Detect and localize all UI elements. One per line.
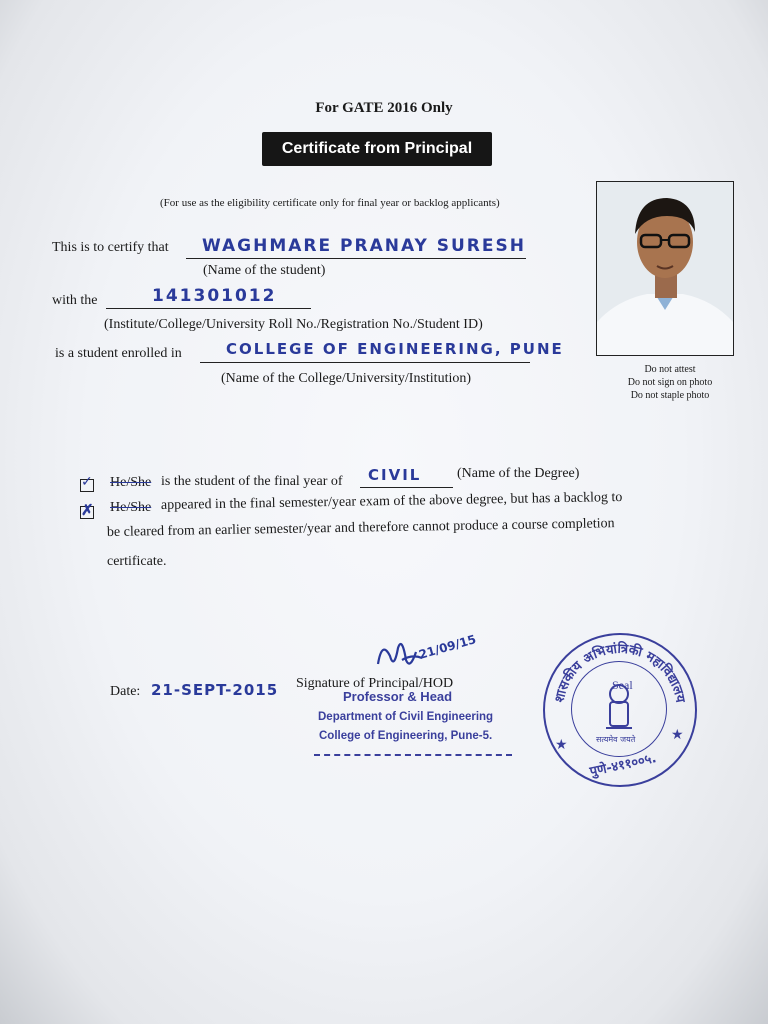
photo-notes xyxy=(600,363,740,402)
date-value: 21-SEPT-2015 xyxy=(151,681,279,699)
photo-note-3: Do not staple photo xyxy=(630,390,710,401)
student-name-value: WAGHMARE PRANAY SURESH xyxy=(202,236,526,256)
seal-bottom-text: पुणे-४११००५. xyxy=(588,751,658,780)
svg-text:शासकीय अभियांत्रिकी महाविद्याल: शासकीय अभियांत्रिकी महाविद्यालय xyxy=(552,641,688,704)
college-value: COLLEGE OF ENGINEERING, PUNE xyxy=(226,340,564,358)
option2-text-line2: be cleared from an earlier semester/year and therefore cannot produce a course completion xyxy=(106,516,615,540)
option2-he-she: He/She xyxy=(110,500,152,515)
option2-text-line3: certificate. xyxy=(107,554,167,569)
with-the-label: with the xyxy=(52,293,98,308)
enrolled-label: is a student enrolled in xyxy=(55,346,182,361)
signature-date: 21/09/15 xyxy=(417,632,478,662)
svg-text:★: ★ xyxy=(671,728,684,743)
degree-caption: (Name of the Degree) xyxy=(457,466,580,481)
seal-motto: सत्यमेव जयते xyxy=(596,735,636,744)
stamp-college: College of Engineering, Pune-5. xyxy=(319,730,493,742)
certificate-title: Certificate from Principal xyxy=(262,132,492,166)
seal-label: Seal xyxy=(612,678,633,692)
option2-text-line1: appeared in the final semester/year exam of the above degree, but has a backlog to xyxy=(160,489,623,513)
date-label: Date: xyxy=(110,684,141,699)
roll-no-line xyxy=(106,308,311,309)
roll-no-caption: (Institute/College/University Roll No./Registration No./Student ID) xyxy=(104,317,483,332)
stamp-underline xyxy=(314,754,512,756)
degree-line xyxy=(360,487,453,488)
signature-label: Signature of Principal/HOD xyxy=(296,676,454,691)
certificate-subtitle: (For use as the eligibility certificate only for final year or backlog applicants) xyxy=(160,197,500,209)
photo-note-2: Do not sign on photo xyxy=(627,377,713,388)
stamp-designation: Professor & Head xyxy=(343,689,453,704)
option2-cross-icon: ✗ xyxy=(81,503,94,519)
student-name-caption: (Name of the student) xyxy=(203,263,326,278)
college-caption: (Name of the College/University/Institution) xyxy=(221,371,472,386)
option1-text: is the student of the final year of xyxy=(161,474,343,489)
college-line xyxy=(200,362,530,363)
student-photo xyxy=(596,181,734,356)
certify-label: This is to certify that xyxy=(52,240,169,255)
student-name-line xyxy=(186,258,526,259)
roll-no-value: 141301012 xyxy=(152,286,277,306)
degree-value: CIVIL xyxy=(368,466,422,484)
stamp-department: Department of Civil Engineering xyxy=(318,711,494,723)
seal-inner-ring xyxy=(571,661,667,757)
svg-text:★: ★ xyxy=(555,738,568,753)
college-seal xyxy=(543,633,697,787)
option1-he-she: He/She xyxy=(110,475,152,490)
student-photo-image xyxy=(597,182,733,355)
photo-note-1: Do not attest xyxy=(644,364,696,375)
option1-checkmark-icon: ✓ xyxy=(81,475,93,490)
header-top-line: For GATE 2016 Only xyxy=(315,100,453,116)
option2-checkbox[interactable] xyxy=(80,503,94,519)
option1-checkbox[interactable] xyxy=(80,475,94,492)
